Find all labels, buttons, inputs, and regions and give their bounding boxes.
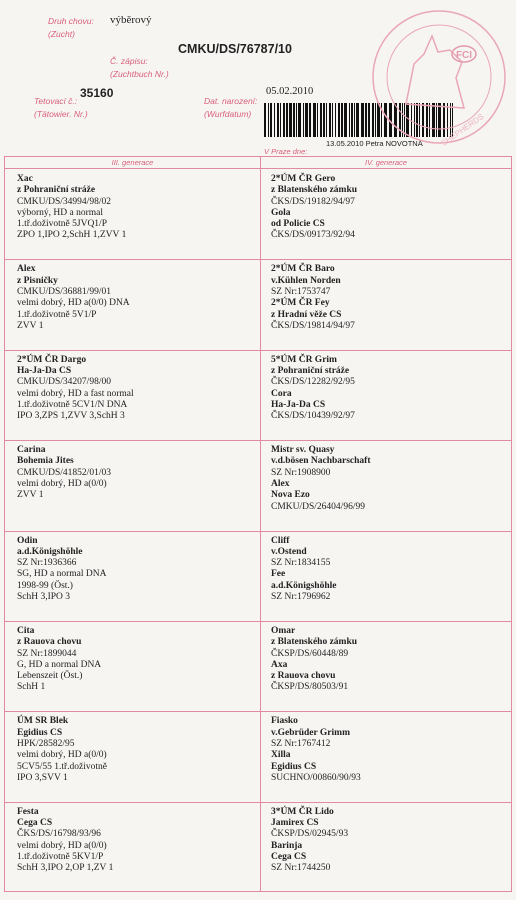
ancestor-name: 2*ÚM ČR Baro: [271, 264, 335, 275]
ancestor-name: Alex: [17, 264, 36, 275]
ancestor-detail: ČKSP/DS/02945/93: [271, 829, 349, 840]
ancestor-cell-gen3: [17, 174, 126, 242]
ancestor-cell-gen4: [271, 174, 357, 242]
ancestor-detail: 1.tř.doživotně 5CV1/N DNA: [17, 399, 128, 410]
tattoo-label: Tetovací č.:: [34, 96, 78, 106]
ancestor-detail: SZ Nr:1796962: [271, 592, 331, 603]
ancestor-detail: Lebenszeit (Öst.): [17, 671, 83, 682]
barcode-bar: [344, 103, 347, 137]
ancestor-cell-gen4: [271, 355, 355, 423]
ancestor-name: z Pohraniční stráže: [271, 366, 350, 377]
ancestor-detail: ČKSP/DS/80503/91: [271, 682, 349, 693]
breed-type-value: výběrový: [110, 14, 152, 26]
ancestor-name: Cora: [271, 388, 292, 399]
ancestor-name: v.Kühlen Norden: [271, 275, 341, 286]
ancestor-cell-gen3: [17, 626, 101, 694]
ancestor-cell-gen4: [271, 264, 355, 332]
breed-type-label-de: (Zucht): [48, 29, 75, 39]
studbook-label: Č. zápisu:: [110, 56, 148, 66]
ancestor-detail: SZ Nr:1767412: [271, 738, 331, 749]
ancestor-detail: ZPO 1,IPO 2,SchH 1,ZVV 1: [17, 230, 127, 241]
ancestor-detail: ZVV 1: [17, 320, 44, 331]
ancestor-cell-gen3: [17, 445, 111, 501]
ancestor-name: ÚM SR Blek: [17, 716, 69, 727]
barcode-bar: [264, 103, 266, 137]
ancestor-detail: velmi dobrý, HD a(0/0): [17, 750, 107, 761]
ancestor-name: z Rauova chovu: [17, 637, 82, 648]
ancestor-name: Barinja: [271, 840, 303, 851]
row-divider: [5, 802, 511, 803]
row-divider: [5, 350, 511, 351]
ancestor-detail: SchH 3,IPO 3: [17, 592, 71, 603]
row-divider: [5, 440, 511, 441]
ancestor-name: Carina: [17, 445, 46, 456]
pedigree-table: [4, 156, 512, 892]
ancestor-name: 2*ÚM ČR Dargo: [17, 354, 87, 365]
ancestor-name: Xac: [17, 174, 33, 184]
ancestor-name: Egidius CS: [271, 761, 317, 772]
ancestor-detail: ČKS/DS/09173/92/94: [271, 230, 355, 241]
barcode-bar: [277, 103, 279, 137]
tattoo-label-de: (Tätowier. Nr.): [34, 109, 88, 119]
barcode-bar: [274, 103, 275, 137]
ancestor-name: a.d.Königshöhle: [271, 580, 337, 591]
ancestor-name: v.Gebrüder Grimm: [271, 727, 350, 738]
ancestor-name: Nova Ezo: [271, 490, 310, 501]
ancestor-detail: velmi dobrý, HD a(0/0) DNA: [17, 298, 130, 309]
ancestor-name: z Rauova chovu: [271, 671, 336, 682]
ancestor-detail: CMKU/DS/34994/98/02: [17, 196, 111, 207]
ancestor-name: Fee: [271, 569, 286, 580]
ancestor-detail: ČKS/DS/10439/92/97: [271, 411, 355, 422]
ancestor-detail: HPK/28582/95: [17, 738, 75, 749]
birth-date-label: Dat. narození:: [204, 96, 258, 106]
ancestor-detail: velmi dobrý, HD a(0/0): [17, 840, 107, 851]
ancestor-detail: CMKU/DS/36881/99/01: [17, 286, 111, 297]
ancestor-cell-gen4: [271, 716, 361, 784]
ancestor-name: Xilla: [271, 750, 291, 761]
col3-header: III. generace: [111, 158, 154, 167]
ancestor-detail: CMKU/DS/34207/98/00: [17, 377, 111, 388]
barcode-bar: [335, 103, 336, 137]
ancestor-name: z Blatenského zámku: [271, 185, 358, 196]
ancestor-name: Cliff: [271, 535, 290, 546]
ancestor-name: Cita: [17, 626, 35, 636]
ancestor-detail: SchH 3,IPO 2,OP 1,ZV 1: [17, 863, 114, 874]
issued-place-label: V Praze dne:: [264, 147, 308, 156]
ancestor-detail: ČKS/DS/19814/94/97: [271, 320, 355, 331]
ancestor-name: od Policie CS: [271, 219, 325, 230]
barcode-bar: [286, 103, 288, 137]
ancestor-detail: IPO 3,ZPS 1,ZVV 3,SchH 3: [17, 411, 125, 422]
ancestor-cell-gen4: [271, 536, 336, 604]
barcode-bar: [317, 103, 318, 137]
registration-number: CMKU/DS/76787/10: [178, 42, 292, 56]
ancestor-detail: 1.tř.doživotně 5KV1/P: [17, 851, 104, 862]
ancestor-detail: velmi dobrý, HD a(0/0): [17, 479, 107, 490]
ancestor-name: Alex: [271, 479, 290, 490]
ancestor-name: Mistr sv. Quasy: [271, 445, 335, 456]
ancestor-detail: ČKS/DS/19182/94/97: [271, 196, 355, 207]
ancestor-name: v.d.bösen Nachbarschaft: [271, 456, 371, 467]
barcode-bar: [338, 103, 340, 137]
ancestor-name: z Pohraniční stráže: [17, 185, 96, 196]
barcode-bar: [341, 103, 343, 137]
ancestor-name: Cega CS: [271, 851, 307, 862]
ancestor-cell-gen4: [271, 445, 371, 513]
barcode-bar: [313, 103, 316, 137]
row-divider: [5, 531, 511, 532]
ancestor-detail: ZVV 1: [17, 490, 44, 501]
birth-date: 05.02.2010: [266, 86, 314, 97]
ancestor-name: Gola: [271, 207, 291, 218]
ancestor-name: z Blatenského zámku: [271, 637, 358, 648]
barcode-bar: [293, 103, 295, 137]
ancestor-cell-gen4: [271, 626, 357, 694]
ancestor-cell-gen3: [17, 355, 134, 423]
ancestor-detail: SZ Nr:1834155: [271, 558, 331, 569]
ancestor-detail: SZ Nr:1899044: [17, 648, 77, 659]
ancestor-name: 3*ÚM ČR Lido: [271, 806, 334, 817]
ancestor-cell-gen4: [271, 807, 348, 875]
ancestor-name: Ha-Ja-Da CS: [271, 399, 326, 410]
barcode-bar: [303, 103, 304, 137]
barcode-bar: [298, 103, 301, 137]
ancestor-name: Festa: [17, 806, 39, 817]
ancestor-name: v.Ostend: [271, 546, 307, 557]
ancestor-detail: velmi dobrý, HD a fast normal: [17, 388, 134, 399]
ancestor-detail: SZ Nr:1936366: [17, 558, 77, 569]
barcode-bar: [354, 103, 355, 137]
barcode-bar: [320, 103, 322, 137]
ancestor-name: Odin: [17, 535, 38, 546]
ancestor-detail: výborný, HD a normal: [17, 207, 104, 218]
ancestor-name: Fiasko: [271, 716, 298, 727]
barcode-bar: [326, 103, 327, 137]
birth-date-label-de: (Wurfdatum): [204, 109, 252, 119]
barcode-bar: [332, 103, 333, 137]
stamp-ring-text: SHEPHERDS: [439, 111, 486, 148]
barcode-bar: [351, 103, 353, 137]
col4-header: IV. generace: [365, 158, 407, 167]
row-divider: [5, 259, 511, 260]
ancestor-name: Omar: [271, 626, 296, 636]
ancestor-name: z Pisničky: [17, 275, 58, 286]
barcode-bar: [268, 103, 269, 137]
barcode-bar: [349, 103, 350, 137]
ancestor-detail: 1.tř.doživotně 5JVQ1/P: [17, 219, 107, 230]
ancestor-detail: ČKSP/DS/60448/89: [271, 648, 349, 659]
ancestor-detail: 1.tř.doživotně 5V1/P: [17, 309, 97, 320]
ancestor-name: 2*ÚM ČR Fey: [271, 298, 330, 309]
column-divider: [260, 157, 261, 891]
studbook-label-de: (Zuchtbuch Nr.): [110, 69, 169, 79]
barcode-bar: [329, 103, 331, 137]
ancestor-detail: CMKU/DS/26404/96/99: [271, 501, 365, 512]
barcode-bar: [270, 103, 272, 137]
ancestor-detail: SUCHNO/00860/90/93: [271, 772, 361, 783]
barcode-bar: [309, 103, 311, 137]
breed-type-label: Druh chovu:: [48, 16, 94, 26]
ancestor-detail: SG, HD a normal DNA: [17, 569, 107, 580]
ancestor-name: Bohemia Jites: [17, 456, 74, 467]
ancestor-cell-gen3: [17, 536, 106, 604]
barcode-bar: [283, 103, 285, 137]
ancestor-name: Jamirex CS: [271, 818, 319, 829]
ancestor-detail: 5CV5/55 1.tř.doživotně: [17, 761, 107, 772]
ancestor-detail: 1998-99 (Öst.): [17, 580, 73, 591]
barcode-bar: [361, 103, 364, 137]
ancestor-detail: SZ Nr:1753747: [271, 286, 331, 297]
ancestor-name: z Hradní věže CS: [271, 309, 342, 320]
barcode-bar: [280, 103, 281, 137]
barcode-bar: [305, 103, 308, 137]
ancestor-detail: G, HD a normal DNA: [17, 659, 102, 670]
ancestor-detail: SchH 1: [17, 682, 46, 693]
ancestor-cell-gen3: [17, 807, 113, 875]
ancestor-name: a.d.Königshöhle: [17, 546, 83, 557]
ancestor-name: 2*ÚM ČR Gero: [271, 174, 336, 184]
issued-date-line: 13.05.2010 Petra NOVOTNÁ: [326, 139, 423, 148]
row-divider: [5, 711, 511, 712]
ancestor-detail: ČKS/DS/16798/93/96: [17, 829, 101, 840]
ancestor-detail: ČKS/DS/12282/92/95: [271, 377, 355, 388]
ancestor-detail: SZ Nr:1744250: [271, 863, 331, 874]
ancestor-name: 5*ÚM ČR Grim: [271, 354, 337, 365]
ancestor-name: Cega CS: [17, 818, 53, 829]
row-divider: [5, 621, 511, 622]
tattoo-number: 35160: [80, 86, 114, 100]
barcode-bar: [323, 103, 325, 137]
stamp-fci-text: FCI: [455, 50, 473, 61]
barcode-bar: [289, 103, 292, 137]
ancestor-cell-gen3: [17, 716, 107, 784]
ancestor-detail: IPO 3,SVV 1: [17, 772, 68, 783]
ancestor-name: Egidius CS: [17, 727, 63, 738]
ancestor-name: Axa: [271, 659, 288, 670]
fci-stamp-icon: [366, 4, 512, 150]
header-divider: [5, 168, 511, 169]
ancestor-detail: CMKU/DS/41852/01/03: [17, 467, 111, 478]
barcode-bar: [356, 103, 359, 137]
ancestor-detail: SZ Nr:1908900: [271, 467, 331, 478]
ancestor-name: Ha-Ja-Da CS: [17, 366, 72, 377]
ancestor-cell-gen3: [17, 264, 130, 332]
barcode-bar: [296, 103, 297, 137]
